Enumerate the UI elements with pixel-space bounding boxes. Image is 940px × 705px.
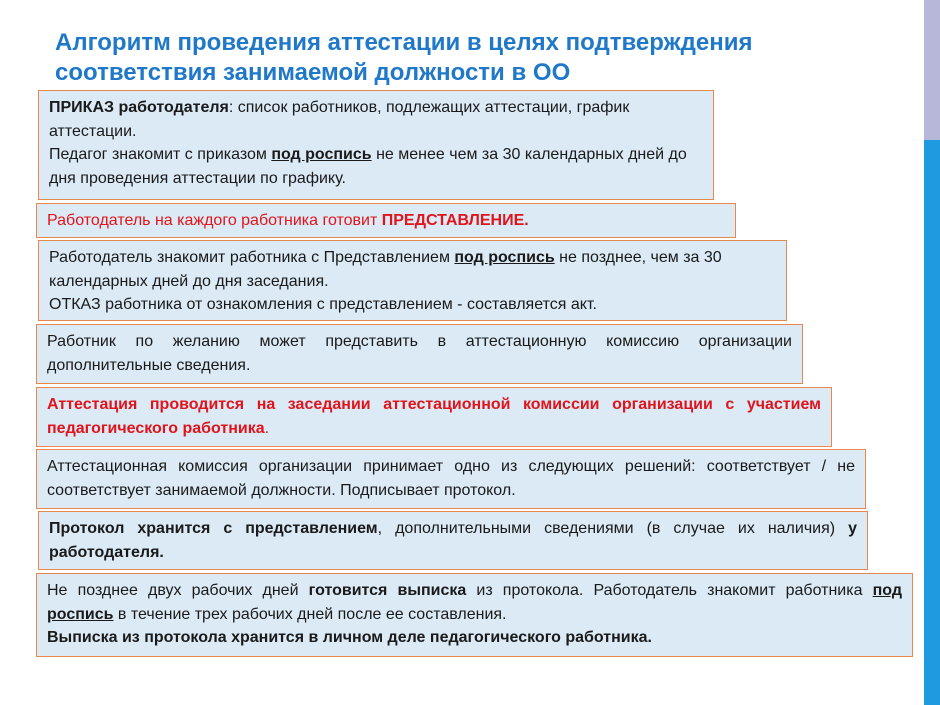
step-protocol-storage-bold-2: у работодателя.	[49, 520, 858, 561]
step-protocol-storage-bold-1: Протокол хранится с представлением	[49, 520, 378, 537]
step-order-box	[38, 90, 714, 200]
step-extract-text-2: из протокола. Работодатель знакомит работника	[466, 582, 873, 599]
step-commission-meeting-box	[36, 387, 832, 447]
step-representation-bold: ПРЕДСТАВЛЕНИЕ.	[381, 212, 529, 229]
step-decision-text: Аттестационная комиссия организации принимает одно из следующих решений: соответствует / не соответствует занимаемой должности. Подписывает протокол.	[47, 458, 855, 499]
step-extract-text-1: Не позднее двух рабочих дней	[47, 582, 309, 599]
step-commission-meeting-period: .	[264, 419, 270, 437]
step-extract-text-3: в течение трех рабочих дней после ее составления.	[113, 605, 507, 623]
step-order-text-3: не менее чем за 30 календарных дней до дня проведения аттестации по графику.	[49, 146, 687, 187]
step-extract-bold-1: готовится выписка	[308, 582, 467, 599]
step-familiarize-box	[38, 240, 787, 321]
step-representation-box	[36, 203, 736, 238]
step-refusal-text: ОТКАЗ работника от ознакомления с представлением - составляется акт.	[49, 296, 597, 313]
step-order-signature: под роспись	[271, 146, 372, 163]
step-order-text-1: : список работников, подлежащих аттестации, график аттестации.	[49, 99, 630, 140]
step-order-heading: ПРИКАЗ работодателя	[49, 99, 229, 116]
step-protocol-storage-box	[38, 511, 868, 570]
step-familiarize-signature: под роспись	[454, 249, 555, 266]
step-extract-signature: под роспись	[47, 582, 903, 623]
step-additional-info-box	[36, 324, 803, 384]
step-familiarize-text-2: не позднее, чем за 30 календарных дней до дня заседания.	[49, 249, 722, 290]
step-decision-box	[36, 449, 866, 509]
step-familiarize-text-1: Работодатель знакомит работника с Представлением	[49, 249, 455, 266]
step-extract-box	[36, 573, 913, 657]
slide-title: Алгоритм проведения аттестации в целях подтверждения соответствия занимаемой должности в ОО	[55, 29, 753, 86]
step-commission-meeting-bold: Аттестация проводится на заседании аттестационной комиссии организации с участием педагогического работника	[47, 396, 821, 437]
step-representation-text: Работодатель на каждого работника готовит	[47, 212, 382, 229]
step-extract-bold-2: Выписка из протокола хранится в личном деле педагогического работника.	[47, 629, 652, 646]
step-additional-info-text: Работник по желанию может представить в аттестационную комиссию организации дополнительные сведения.	[47, 333, 792, 374]
step-protocol-storage-text: , дополнительными сведениями (в случае их наличия)	[377, 520, 849, 537]
side-bar-top	[924, 0, 940, 140]
step-order-text-2: Педагог знакомит с приказом	[49, 146, 272, 163]
side-bar-bottom	[924, 140, 940, 705]
